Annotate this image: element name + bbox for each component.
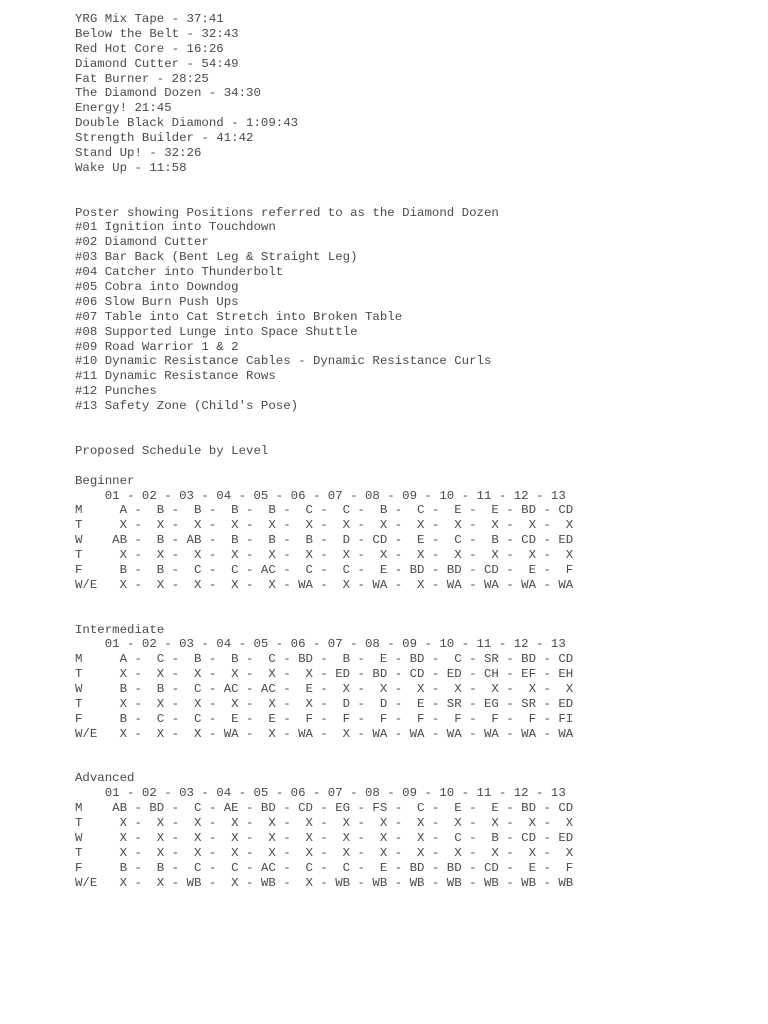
schedule-row: F B - B - C - C - AC - C - C - E - BD - BD - CD - E - F: [75, 860, 574, 875]
poster-title: Poster showing Positions referred to as the Diamond Dozen: [75, 205, 499, 220]
position-item: #08 Supported Lunge into Space Shuttle: [75, 324, 358, 339]
week-header-row: 01 - 02 - 03 - 04 - 05 - 06 - 07 - 08 - 09 - 10 - 11 - 12 - 13: [75, 786, 566, 801]
level-heading: Intermediate: [75, 622, 165, 637]
schedule-row: W/E X - X - X - WA - X - WA - X - WA - WA - WA - WA - WA - WA: [75, 726, 574, 741]
schedule-row: W AB - B - AB - B - B - B - D - CD - E - C - B - CD - ED: [75, 533, 574, 548]
level-intermediate: [75, 623, 573, 742]
position-item: #05 Cobra into Downdog: [75, 280, 239, 295]
mix-item: The Diamond Dozen - 34:30: [75, 86, 261, 101]
schedule-row: M AB - BD - C - AE - BD - CD - EG - FS - C - E - E - BD - CD: [75, 801, 574, 816]
schedule-row: T X - X - X - X - X - X - X - X - X - X - X - X - X: [75, 518, 574, 533]
schedule-row: F B - C - C - E - E - F - F - F - F - F - F - F - FI: [75, 711, 574, 726]
schedule-row: T X - X - X - X - X - X - X - X - X - X - X - X - X: [75, 845, 574, 860]
mix-item: Stand Up! - 32:26: [75, 146, 202, 161]
position-item: #04 Catcher into Thunderbolt: [75, 265, 284, 280]
position-item: #02 Diamond Cutter: [75, 235, 209, 250]
mix-item: Diamond Cutter - 54:49: [75, 56, 239, 71]
position-item: #01 Ignition into Touchdown: [75, 220, 276, 235]
position-item: #13 Safety Zone (Child's Pose): [75, 399, 299, 414]
schedule-row: T X - X - X - X - X - X - ED - BD - CD - ED - CH - EF - EH: [75, 667, 574, 682]
position-item: #06 Slow Burn Push Ups: [75, 294, 239, 309]
mix-item: Red Hot Core - 16:26: [75, 41, 224, 56]
poster-section: [75, 206, 573, 414]
position-item: #10 Dynamic Resistance Cables - Dynamic Resistance Curls: [75, 354, 492, 369]
level-heading: Beginner: [75, 473, 135, 488]
schedule-row: F B - B - C - C - AC - C - C - E - BD - BD - CD - E - F: [75, 562, 574, 577]
mix-item: Double Black Diamond - 1:09:43: [75, 116, 299, 131]
schedule-row: W/E X - X - X - X - X - WA - X - WA - X - WA - WA - WA - WA: [75, 577, 574, 592]
mix-list: [75, 12, 573, 176]
mix-item: YRG Mix Tape - 37:41: [75, 12, 224, 26]
level-beginner: [75, 474, 573, 593]
schedule-row: M A - B - B - B - B - C - C - B - C - E - E - BD - CD: [75, 503, 574, 518]
schedule-row: W B - B - C - AC - AC - E - X - X - X - X - X - X - X: [75, 682, 574, 697]
mix-item: Fat Burner - 28:25: [75, 71, 209, 86]
position-item: #03 Bar Back (Bent Leg & Straight Leg): [75, 250, 358, 265]
level-heading: Advanced: [75, 771, 135, 786]
schedule-row: W/E X - X - WB - X - WB - X - WB - WB - WB - WB - WB - WB - WB: [75, 875, 574, 890]
week-header-row: 01 - 02 - 03 - 04 - 05 - 06 - 07 - 08 - 09 - 10 - 11 - 12 - 13: [75, 637, 566, 652]
level-advanced: [75, 771, 573, 890]
position-item: #11 Dynamic Resistance Rows: [75, 369, 276, 384]
position-item: #09 Road Warrior 1 & 2: [75, 339, 239, 354]
schedule-row: T X - X - X - X - X - X - X - X - X - X - X - X - X: [75, 548, 574, 563]
schedule-row: W X - X - X - X - X - X - X - X - X - C - B - CD - ED: [75, 830, 574, 845]
schedule-section: [75, 444, 573, 891]
mix-item: Wake Up - 11:58: [75, 160, 187, 175]
schedule-title: Proposed Schedule by Level: [75, 443, 269, 458]
mix-item: Energy! 21:45: [75, 101, 172, 116]
position-item: #12 Punches: [75, 384, 157, 399]
document-body: [75, 12, 573, 891]
schedule-row: M A - C - B - B - C - BD - B - E - BD - C - SR - BD - CD: [75, 652, 574, 667]
schedule-row: T X - X - X - X - X - X - D - D - E - SR - EG - SR - ED: [75, 696, 574, 711]
mix-item: Strength Builder - 41:42: [75, 131, 254, 146]
schedule-row: T X - X - X - X - X - X - X - X - X - X - X - X - X: [75, 816, 574, 831]
position-item: #07 Table into Cat Stretch into Broken Table: [75, 309, 403, 324]
mix-item: Below the Belt - 32:43: [75, 26, 239, 41]
week-header-row: 01 - 02 - 03 - 04 - 05 - 06 - 07 - 08 - 09 - 10 - 11 - 12 - 13: [75, 488, 566, 503]
